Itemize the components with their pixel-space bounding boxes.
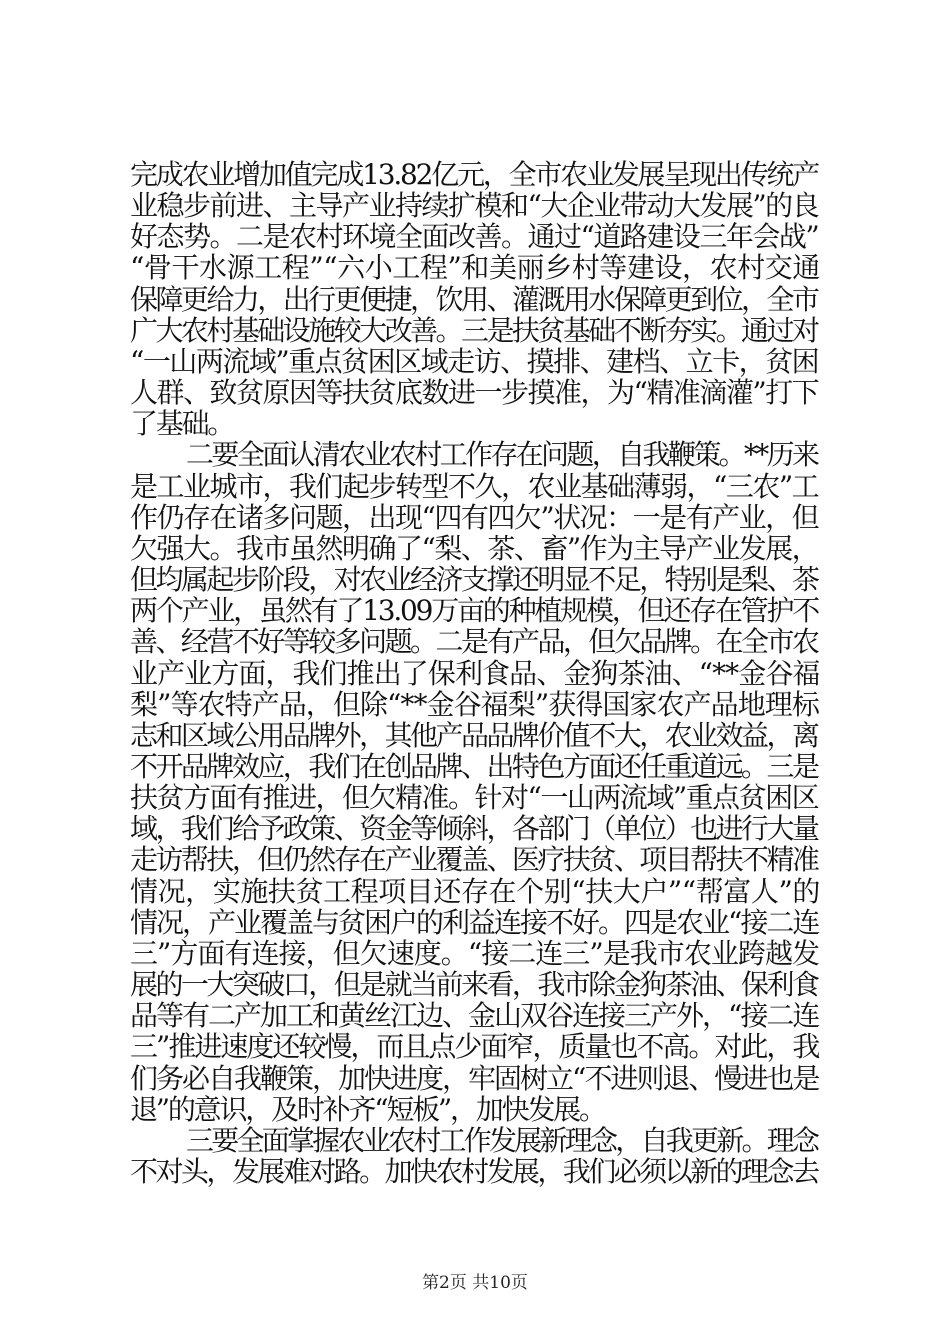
text-line: 三”方面有连接，但欠速度。“接二连三”是我市农业跨越发	[130, 937, 820, 970]
text-line: 业稳步前进、主导产业持续扩模和“大企业带动大发展”的良	[130, 189, 819, 222]
text-line: 二要全面认清农业农村工作存在问题，自我鞭策。**历来	[186, 438, 818, 471]
text-line: 作仍存在诸多问题，出现“四有四欠”状况：一是有产业，但	[130, 501, 819, 534]
text-line: 走访帮扶，但仍然存在产业覆盖、医疗扶贫、项目帮扶不精准	[130, 843, 818, 876]
text-line: 两个产业，虽然有了13.09万亩的种植规模，但还存在管护不	[130, 594, 819, 627]
text-line: 三”推进速度还较慢，而且点少面窄，质量也不高。对此，我	[130, 1030, 819, 1063]
text-line: 扶贫方面有推进，但欠精准。针对“一山两流域”重点贫困区	[130, 781, 819, 814]
text-line: 志和区域公用品牌外，其他产品品牌价值不大，农业效益，离	[130, 719, 818, 752]
text-line: 业产业方面，我们推出了保利食品、金狗茶油、“**金谷福	[130, 657, 820, 690]
text-line: 保障更给力，出行更便捷，饮用、灌溉用水保障更到位，全市	[130, 283, 818, 316]
text-line: 们务必自我鞭策，加快进度，牢固树立“不进则退、慢进也是	[130, 1062, 819, 1095]
text-line: 域，我们给予政策、资金等倾斜，各部门（单位）也进行大量	[130, 812, 818, 845]
text-line: 欠强大。我市虽然明确了“梨、茶、畜”作为主导产业发展，	[130, 532, 819, 565]
page-footer: 第2页 共10页	[422, 1273, 528, 1293]
text-line: 展的一大突破口，但是就当前来看，我市除金狗茶油、保利食	[130, 968, 818, 1001]
text-line: 退”的意识，及时补齐“短板”，加快发展。	[130, 1093, 605, 1126]
text-line: 广大农村基础设施较大改善。三是扶贫基础不断夯实。通过对	[130, 314, 818, 347]
text-line: 但均属起步阶段，对农业经济支撑还明显不足，特别是梨、茶	[130, 563, 818, 596]
text-line: 好态势。二是农村环境全面改善。通过“道路建设三年会战”	[130, 220, 819, 253]
text-line: 三要全面掌握农业农村工作发展新理念，自我更新。理念	[186, 1124, 818, 1157]
text-line: 不对头，发展难对路。加快农村发展，我们必须以新的理念去	[130, 1155, 818, 1188]
text-line: 品等有二产加工和黄丝江边、金山双谷连接三产外，“接二连	[130, 999, 819, 1032]
text-line: 了基础。	[130, 407, 234, 440]
text-line: 人群、致贫原因等扶贫底数进一步摸准，为“精准滴灌”打下	[130, 376, 819, 409]
text-line: 不开品牌效应，我们在创品牌、出特色方面还任重道远。三是	[130, 750, 818, 783]
text-line: “一山两流域”重点贫困区域走访、摸排、建档、立卡，贫困	[130, 345, 819, 378]
text-line: 梨”等农特产品，但除“**金谷福梨”获得国家农产品地理标	[130, 688, 819, 721]
text-line: 情况，实施扶贫工程项目还存在个别“扶大户”“帮富人”的	[130, 875, 820, 908]
text-line: “骨干水源工程”“六小工程”和美丽乡村等建设，农村交通	[130, 251, 820, 284]
text-line: 善、经营不好等较多问题。二是有产品，但欠品牌。在全市农	[130, 625, 818, 658]
text-line: 完成农业增加值完成13.82亿元，全市农业发展呈现出传统产	[130, 158, 819, 191]
text-line: 情况，产业覆盖与贫困户的利益连接不好。四是农业“接二连	[130, 906, 819, 939]
text-line: 是工业城市，我们起步转型不久，农业基础薄弱，“三农”工	[130, 470, 819, 503]
